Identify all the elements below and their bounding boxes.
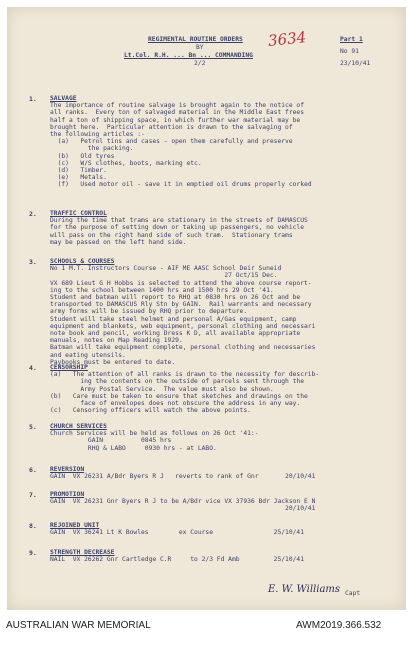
- section-text-line: NAIL VX 26262 Gnr Cartledge C.R to 2/3 Fd Amb 25/10/41: [50, 556, 305, 564]
- section-text-line: army forms will be issued by RHQ prior to departure.: [50, 308, 248, 316]
- section-text-line: Church Services will be held as follows on 26 Oct '41:-: [50, 430, 259, 438]
- section-heading: CENSORSHIP: [50, 364, 88, 371]
- section-text-line: and eating utensils.: [50, 351, 126, 359]
- section-text-line: all ranks. Every ton of salvaged material in the Middle East frees: [50, 109, 305, 117]
- section-text-line: During the time that trams are stationary in the streets of DAMASCUS: [50, 217, 308, 225]
- section-text-line: No 1 M.T. Instructors Course - AIF ME AASC School Deir Suneid: [50, 265, 282, 273]
- section-text-line: Student and batman will report to RHQ at 0830 hrs on 26 Oct and be: [50, 294, 301, 301]
- section-heading: SCHOOLS & COURSES: [50, 258, 115, 265]
- section-text-line: the packing.: [50, 145, 134, 153]
- order-number: No 91: [340, 48, 359, 55]
- section-text-line: (c) W/S clothes, boots, marking etc.: [50, 159, 202, 167]
- section-text-line: equipment and blankets, web equipment, personal clothing and necessari: [50, 322, 316, 330]
- section-number: 4.: [29, 364, 37, 372]
- section-heading: CHURCH SERVICES: [50, 423, 107, 430]
- section-heading: REVERSION: [50, 466, 85, 473]
- section-heading: REJOINED UNIT: [50, 522, 100, 529]
- title-line-3: Lt.Col. R.H. ... Bn ... COMMANDING: [124, 52, 253, 59]
- section-text-line: Student will take steel helmet and personal A/Gas equipment, camp: [50, 315, 297, 323]
- section-text-line: (b) Care must be taken to ensure that sketches and drawings on the: [50, 392, 308, 400]
- unit-line: 2/2: [194, 60, 206, 67]
- section-text-line: GAIN VX 26231 A/Bdr Byers R J reverts to rank of Gnr 20/10/41: [50, 473, 316, 481]
- section-number: 7.: [29, 491, 37, 499]
- section-heading: STRENGTH DECREASE: [50, 549, 115, 556]
- section-text-line: (d) Timber.: [50, 167, 107, 174]
- footer-accession: AWM2019.366.532: [296, 620, 382, 631]
- section-text-line: Army Postal Service. The value must also be shown.: [50, 385, 274, 393]
- section-number: 3.: [29, 258, 37, 266]
- section-text-line: Paybooks must be entered to date.: [50, 358, 176, 366]
- section-text-line: transported to DAMASCUS Rly Stn by GAIN. Rail warrants and necessary: [50, 301, 312, 309]
- section-number: 6.: [29, 466, 37, 474]
- section-heading: TRAFFIC CONTROL: [50, 210, 107, 217]
- section-text-line: 20/10/41: [50, 505, 316, 513]
- section-text-line: manuals, notes on Map Reading 1929.: [50, 337, 183, 345]
- section-text-line: GAIN VX 26231 Gnr Byers R J to be A/Bdr vice VX 37936 Bdr Jackson E N: [50, 498, 316, 506]
- section-text-line: RHQ & LABO 0930 hrs - at LABO.: [50, 444, 217, 452]
- section-number: 5.: [29, 423, 37, 431]
- section-text-line: (c) Censoring officers will watch the above points.: [50, 407, 251, 415]
- section-heading: PROMOTION: [50, 491, 85, 498]
- handwritten-number: 3634: [267, 28, 308, 50]
- section-text-line: will pass on the right hand side of such tram. Stationary trams: [50, 231, 293, 239]
- part-label: Part 1: [340, 36, 363, 43]
- section-text-line: (a) Petrol tins and cases - open them carefully and preserve: [50, 138, 293, 146]
- footer-credit: AUSTRALIAN WAR MEMORIAL: [6, 620, 151, 631]
- section-text-line: face of envelopes does not obscure the address in any way.: [50, 400, 301, 407]
- section-number: 2.: [29, 210, 37, 218]
- section-text-line: note book and pencil, working Dress K D, all available appropriate: [50, 330, 301, 337]
- title-line-1: REGIMENTAL ROUTINE ORDERS: [148, 36, 243, 43]
- section-text-line: Batman will take equipment complete, personal clothing and necessaries: [50, 344, 316, 352]
- signature: E. W. Williams: [268, 584, 341, 595]
- section-text-line: The importance of routine salvage is brought again to the notice of: [50, 102, 305, 110]
- section-text-line: GAIN 0845 hrs: [50, 437, 172, 445]
- section-text-line: may be passed on the left hand side.: [50, 238, 187, 246]
- section-text-line: ing to the school between 1400 hrs and 1500 hrs 29 Oct '41.: [50, 286, 274, 294]
- section-text-line: (b) Old tyres: [50, 152, 115, 160]
- section-text-line: (e) Metals.: [50, 174, 107, 182]
- section-heading: SALVAGE: [50, 95, 77, 102]
- section-text-line: 27 Oct/15 Dec.: [50, 272, 278, 280]
- section-text-line: (a) The attention of all ranks is drawn to the necessity for describ-: [50, 371, 320, 379]
- section-text-line: brought here. Particular attention is drawn to the salvaging of: [50, 123, 293, 131]
- section-number: 9.: [29, 549, 37, 557]
- section-text-line: for the purpose of setting down or taking up passengers, no vehicle: [50, 224, 305, 232]
- order-date: 23/10/41: [340, 60, 371, 67]
- section-text-line: half a ton of shipping space, in which further war material may be: [50, 116, 301, 124]
- section-text-line: VX 689 Lieut G H Hobbs is selected to attend the above course report-: [50, 279, 312, 287]
- section-number: 8.: [29, 522, 37, 530]
- title-line-2: BY: [196, 44, 204, 51]
- section-text-line: GAIN VX 36241 Lt K Bowles ex Course 25/10/41: [50, 529, 305, 537]
- signature-rank: Capt: [345, 590, 361, 597]
- section-number: 1.: [29, 95, 37, 103]
- section-text-line: ing the contents on the outside of parcels sent through the: [50, 378, 305, 386]
- section-text-line: the following articles :-: [50, 131, 145, 138]
- section-text-line: (f) Used motor oil - save it in emptied oil drums properly corked: [50, 181, 312, 189]
